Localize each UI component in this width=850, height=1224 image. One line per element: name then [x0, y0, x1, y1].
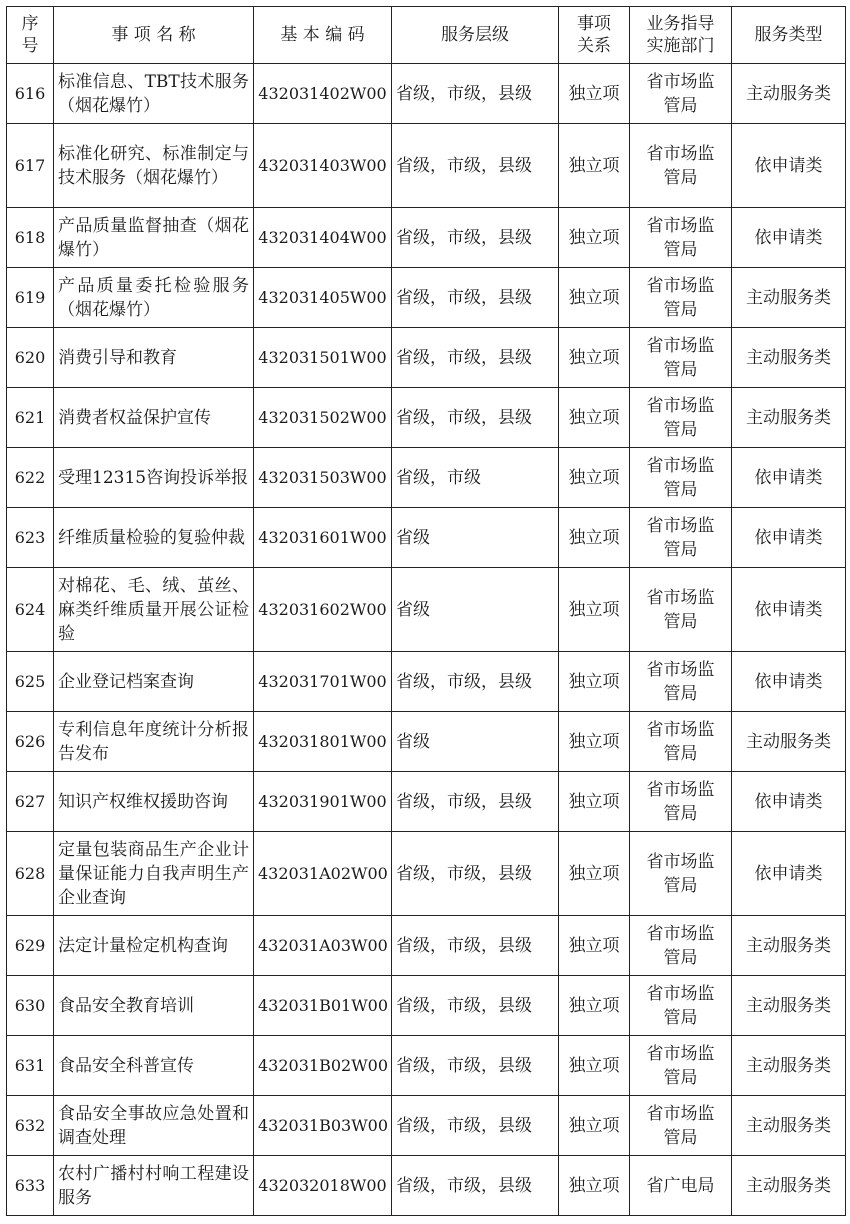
cell-name: 企业登记档案查询: [54, 652, 254, 712]
cell-type: 主动服务类: [732, 268, 846, 328]
table-row: [7, 388, 846, 448]
cell-seq: 628: [7, 832, 54, 916]
cell-dept: 省市场监管局: [630, 508, 732, 568]
table-row: [7, 268, 846, 328]
cell-level: 省级，市级，县级: [392, 328, 559, 388]
cell-seq: 621: [7, 388, 54, 448]
cell-level: 省级，市级，县级: [392, 124, 559, 208]
cell-type: 主动服务类: [732, 916, 846, 976]
cell-code: 432031602W00: [254, 568, 392, 652]
cell-level: 省级: [392, 712, 559, 772]
cell-type: 依申请类: [732, 568, 846, 652]
cell-type: 主动服务类: [732, 712, 846, 772]
cell-code: 432031501W00: [254, 328, 392, 388]
cell-name: 定量包装商品生产企业计量保证能力自我声明生产企业查询: [54, 832, 254, 916]
cell-name: 对棉花、毛、绒、茧丝、麻类纤维质量开展公证检验: [54, 568, 254, 652]
cell-name: 法定计量检定机构查询: [54, 916, 254, 976]
cell-code: 432031601W00: [254, 508, 392, 568]
cell-type: 依申请类: [732, 448, 846, 508]
cell-level: 省级，市级，县级: [392, 388, 559, 448]
cell-name: 食品安全事故应急处置和调查处理: [54, 1096, 254, 1156]
cell-dept: 省市场监管局: [630, 64, 732, 124]
cell-dept: 省市场监管局: [630, 916, 732, 976]
header-type: 服务类型: [732, 7, 846, 64]
header-dept: 业务指导实施部门: [630, 7, 732, 64]
cell-dept: 省广电局: [630, 1156, 732, 1216]
cell-relation: 独立项: [559, 1036, 630, 1096]
cell-seq: 618: [7, 208, 54, 268]
cell-dept: 省市场监管局: [630, 832, 732, 916]
cell-type: 依申请类: [732, 832, 846, 916]
cell-dept: 省市场监管局: [630, 1096, 732, 1156]
cell-type: 依申请类: [732, 124, 846, 208]
cell-code: 432031503W00: [254, 448, 392, 508]
cell-code: 432031701W00: [254, 652, 392, 712]
cell-relation: 独立项: [559, 328, 630, 388]
cell-code: 432031404W00: [254, 208, 392, 268]
cell-relation: 独立项: [559, 124, 630, 208]
cell-dept: 省市场监管局: [630, 1036, 732, 1096]
table-row: [7, 832, 846, 916]
cell-dept: 省市场监管局: [630, 388, 732, 448]
cell-type: 主动服务类: [732, 976, 846, 1036]
cell-relation: 独立项: [559, 208, 630, 268]
table-row: [7, 712, 846, 772]
cell-level: 省级，市级，县级: [392, 1036, 559, 1096]
table-header-row: [7, 7, 846, 64]
cell-name: 食品安全教育培训: [54, 976, 254, 1036]
cell-relation: 独立项: [559, 652, 630, 712]
cell-name: 专利信息年度统计分析报告发布: [54, 712, 254, 772]
cell-type: 主动服务类: [732, 1036, 846, 1096]
cell-relation: 独立项: [559, 1156, 630, 1216]
cell-name: 受理12315咨询投诉举报: [54, 448, 254, 508]
cell-relation: 独立项: [559, 916, 630, 976]
cell-level: 省级，市级，县级: [392, 916, 559, 976]
cell-seq: 617: [7, 124, 54, 208]
cell-relation: 独立项: [559, 64, 630, 124]
cell-dept: 省市场监管局: [630, 448, 732, 508]
cell-name: 知识产权维权援助咨询: [54, 772, 254, 832]
cell-code: 432031403W00: [254, 124, 392, 208]
cell-type: 依申请类: [732, 208, 846, 268]
cell-seq: 633: [7, 1156, 54, 1216]
cell-code: 432031405W00: [254, 268, 392, 328]
cell-code: 432031B02W00: [254, 1036, 392, 1096]
cell-relation: 独立项: [559, 268, 630, 328]
cell-relation: 独立项: [559, 448, 630, 508]
table-row: [7, 124, 846, 208]
cell-dept: 省市场监管局: [630, 124, 732, 208]
cell-seq: 629: [7, 916, 54, 976]
cell-type: 依申请类: [732, 508, 846, 568]
cell-type: 依申请类: [732, 652, 846, 712]
cell-dept: 省市场监管局: [630, 568, 732, 652]
header-name: 事 项 名 称: [54, 7, 254, 64]
table-row: [7, 1156, 846, 1216]
cell-code: 432031A02W00: [254, 832, 392, 916]
cell-level: 省级，市级，县级: [392, 1096, 559, 1156]
cell-type: 主动服务类: [732, 64, 846, 124]
cell-level: 省级，市级，县级: [392, 64, 559, 124]
header-seq: 序号: [7, 7, 54, 64]
cell-code: 432031502W00: [254, 388, 392, 448]
cell-relation: 独立项: [559, 568, 630, 652]
cell-seq: 616: [7, 64, 54, 124]
header-relation: 事项关系: [559, 7, 630, 64]
table-body: [7, 64, 846, 1216]
cell-type: 主动服务类: [732, 1096, 846, 1156]
cell-code: 432032018W00: [254, 1156, 392, 1216]
table-row: [7, 328, 846, 388]
cell-level: 省级: [392, 568, 559, 652]
cell-type: 依申请类: [732, 772, 846, 832]
cell-relation: 独立项: [559, 976, 630, 1036]
cell-dept: 省市场监管局: [630, 712, 732, 772]
cell-seq: 624: [7, 568, 54, 652]
header-level: 服务层级: [392, 7, 559, 64]
cell-dept: 省市场监管局: [630, 976, 732, 1036]
cell-dept: 省市场监管局: [630, 208, 732, 268]
cell-name: 标准信息、TBT技术服务（烟花爆竹）: [54, 64, 254, 124]
cell-level: 省级，市级，县级: [392, 208, 559, 268]
cell-seq: 619: [7, 268, 54, 328]
cell-dept: 省市场监管局: [630, 328, 732, 388]
cell-seq: 632: [7, 1096, 54, 1156]
cell-seq: 631: [7, 1036, 54, 1096]
table-row: [7, 976, 846, 1036]
table-row: [7, 652, 846, 712]
cell-relation: 独立项: [559, 712, 630, 772]
cell-name: 纤维质量检验的复验仲裁: [54, 508, 254, 568]
cell-level: 省级，市级，县级: [392, 832, 559, 916]
cell-name: 标准化研究、标准制定与技术服务（烟花爆竹）: [54, 124, 254, 208]
cell-seq: 627: [7, 772, 54, 832]
cell-type: 主动服务类: [732, 328, 846, 388]
cell-seq: 620: [7, 328, 54, 388]
cell-level: 省级: [392, 508, 559, 568]
cell-level: 省级，市级，县级: [392, 772, 559, 832]
cell-dept: 省市场监管局: [630, 652, 732, 712]
cell-relation: 独立项: [559, 388, 630, 448]
cell-seq: 622: [7, 448, 54, 508]
cell-dept: 省市场监管局: [630, 772, 732, 832]
table-row: [7, 568, 846, 652]
header-code: 基 本 编 码: [254, 7, 392, 64]
cell-type: 主动服务类: [732, 1156, 846, 1216]
cell-level: 省级，市级: [392, 448, 559, 508]
cell-name: 产品质量监督抽查（烟花爆竹）: [54, 208, 254, 268]
cell-name: 消费引导和教育: [54, 328, 254, 388]
cell-seq: 630: [7, 976, 54, 1036]
cell-level: 省级，市级，县级: [392, 652, 559, 712]
cell-level: 省级，市级，县级: [392, 976, 559, 1036]
cell-relation: 独立项: [559, 1096, 630, 1156]
cell-name: 食品安全科普宣传: [54, 1036, 254, 1096]
cell-seq: 623: [7, 508, 54, 568]
cell-code: 432031901W00: [254, 772, 392, 832]
service-items-table: [6, 6, 846, 1216]
cell-code: 432031A03W00: [254, 916, 392, 976]
table-row: [7, 508, 846, 568]
cell-code: 432031B01W00: [254, 976, 392, 1036]
cell-name: 农村广播村村响工程建设服务: [54, 1156, 254, 1216]
table-row: [7, 208, 846, 268]
table-row: [7, 448, 846, 508]
table-row: [7, 1036, 846, 1096]
table-row: [7, 916, 846, 976]
table-row: [7, 1096, 846, 1156]
cell-relation: 独立项: [559, 832, 630, 916]
cell-name: 消费者权益保护宣传: [54, 388, 254, 448]
cell-code: 432031801W00: [254, 712, 392, 772]
cell-relation: 独立项: [559, 508, 630, 568]
cell-type: 主动服务类: [732, 388, 846, 448]
table-row: [7, 772, 846, 832]
cell-name: 产品质量委托检验服务（烟花爆竹）: [54, 268, 254, 328]
table-row: [7, 64, 846, 124]
cell-dept: 省市场监管局: [630, 268, 732, 328]
cell-seq: 625: [7, 652, 54, 712]
cell-level: 省级，市级，县级: [392, 1156, 559, 1216]
cell-level: 省级，市级，县级: [392, 268, 559, 328]
cell-code: 432031B03W00: [254, 1096, 392, 1156]
cell-relation: 独立项: [559, 772, 630, 832]
cell-code: 432031402W00: [254, 64, 392, 124]
cell-seq: 626: [7, 712, 54, 772]
